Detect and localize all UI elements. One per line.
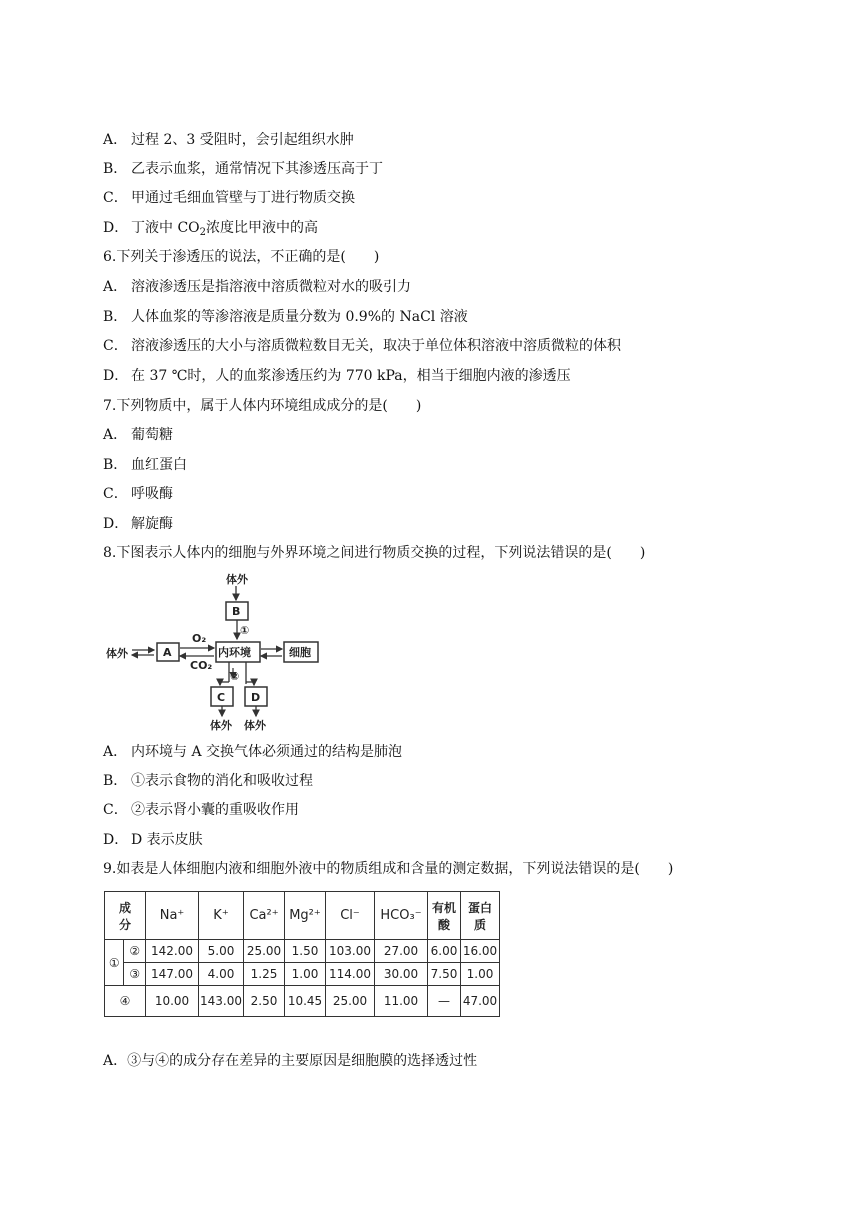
q6-option-b: B． 人体血浆的等渗溶液是质量分数为 0.9%的 NaCl 溶液 <box>103 309 468 325</box>
table-header-row <box>105 892 500 940</box>
header-protein: 蛋白 质 <box>461 892 500 940</box>
box-c-label: C <box>217 691 226 704</box>
inner-env-label: 内环境 <box>218 646 251 659</box>
label-outside-left: 体外 <box>106 647 128 660</box>
label-co2: CO₂ <box>190 659 213 672</box>
q6-stem: 6.下列关于渗透压的说法，不正确的是( ) <box>103 249 380 265</box>
table-cell: 1.00 <box>461 963 500 986</box>
row-label: ② <box>124 940 146 963</box>
q8-option-b: B． ①表示食物的消化和吸收过程 <box>103 773 313 789</box>
label-o2: O₂ <box>192 632 207 645</box>
q9-option-a: A．③与④的成分存在差异的主要原因是细胞膜的选择透过性 <box>103 1053 478 1069</box>
header-cl: Cl⁻ <box>326 892 375 940</box>
table-cell: 16.00 <box>461 940 500 963</box>
q6-option-c: C． 溶液渗透压的大小与溶质微粒数目无关，取决于单位体积溶液中溶质微粒的体积 <box>103 338 621 354</box>
table-cell: 4.00 <box>199 963 244 986</box>
table-cell: 10.00 <box>146 986 199 1017</box>
q7-option-a: A． 葡萄糖 <box>103 427 173 443</box>
exchange-diagram <box>104 570 344 732</box>
box-d-label: D <box>251 691 261 704</box>
q7-option-c: C． 呼吸酶 <box>103 486 173 502</box>
marker-2: ② <box>230 670 240 683</box>
table-cell: 147.00 <box>146 963 199 986</box>
row-label: ③ <box>124 963 146 986</box>
table-cell: 30.00 <box>375 963 428 986</box>
table-cell: 47.00 <box>461 986 500 1017</box>
q6-option-d: D． 在 37 ℃时，人的血浆渗透压约为 770 kPa，相当于细胞内液的渗透压 <box>103 368 571 384</box>
q5-option-d: D． 丁液中 $CO_2$浓度比甲液中的高 <box>103 220 319 238</box>
table-cell: 114.00 <box>326 963 375 986</box>
table-cell: — <box>428 986 461 1017</box>
header-hco3: HCO₃⁻ <box>375 892 428 940</box>
table-cell: 11.00 <box>375 986 428 1017</box>
q8-option-d: D． D 表示皮肤 <box>103 832 203 848</box>
table-row <box>105 940 500 963</box>
table-cell: 1.25 <box>244 963 285 986</box>
box-a-label: A <box>163 646 172 659</box>
table-cell: 2.50 <box>244 986 285 1017</box>
header-mg: Mg²⁺ <box>285 892 326 940</box>
table-cell: 5.00 <box>199 940 244 963</box>
marker-1: ① <box>240 624 250 637</box>
label-outside-top: 体外 <box>226 573 248 586</box>
label-outside-c: 体外 <box>210 719 232 732</box>
table-cell: 7.50 <box>428 963 461 986</box>
q8-stem: 8.下图表示人体内的细胞与外界环境之间进行物质交换的过程，下列说法错误的是( ) <box>103 545 646 561</box>
header-organic-acid: 有机 酸 <box>428 892 461 940</box>
q5-option-a: A． 过程 2、3 受阻时，会引起组织水肿 <box>103 132 354 148</box>
q9-stem: 9.如表是人体细胞内液和细胞外液中的物质组成和含量的测定数据，下列说法错误的是( ) <box>103 861 674 877</box>
label-outside-d: 体外 <box>244 719 266 732</box>
q7-option-d: D． 解旋酶 <box>103 516 173 532</box>
q7-option-b: B． 血红蛋白 <box>103 457 187 473</box>
box-b-label: B <box>232 605 241 618</box>
group-1-label: ① <box>105 940 124 986</box>
q5-option-b: B． 乙表示血浆，通常情况下其渗透压高于丁 <box>103 161 383 177</box>
q8-option-a: A． 内环境与 A 交换气体必须通过的结构是肺泡 <box>103 744 403 760</box>
table-cell: 6.00 <box>428 940 461 963</box>
header-na: Na⁺ <box>146 892 199 940</box>
table-cell: 10.45 <box>285 986 326 1017</box>
corner-cell: 成 分 <box>105 892 146 940</box>
q6-option-a: A． 溶液渗透压是指溶液中溶质微粒对水的吸引力 <box>103 279 411 295</box>
q7-stem: 7.下列物质中，属于人体内环境组成成分的是( ) <box>103 398 422 414</box>
table-cell: 142.00 <box>146 940 199 963</box>
composition-table <box>104 891 500 1017</box>
q5-option-c: C． 甲通过毛细血管壁与丁进行物质交换 <box>103 190 355 206</box>
table-cell: 103.00 <box>326 940 375 963</box>
table-cell: 25.00 <box>244 940 285 963</box>
row-label: ④ <box>105 986 146 1017</box>
table-cell: 25.00 <box>326 986 375 1017</box>
table-row <box>105 986 500 1017</box>
q8-option-c: C． ②表示肾小囊的重吸收作用 <box>103 802 299 818</box>
table-row <box>105 963 500 986</box>
cell-label: 细胞 <box>289 646 311 659</box>
table-cell: 27.00 <box>375 940 428 963</box>
table-cell: 1.50 <box>285 940 326 963</box>
table-cell: 1.00 <box>285 963 326 986</box>
table-cell: 143.00 <box>199 986 244 1017</box>
header-k: K⁺ <box>199 892 244 940</box>
header-ca: Ca²⁺ <box>244 892 285 940</box>
